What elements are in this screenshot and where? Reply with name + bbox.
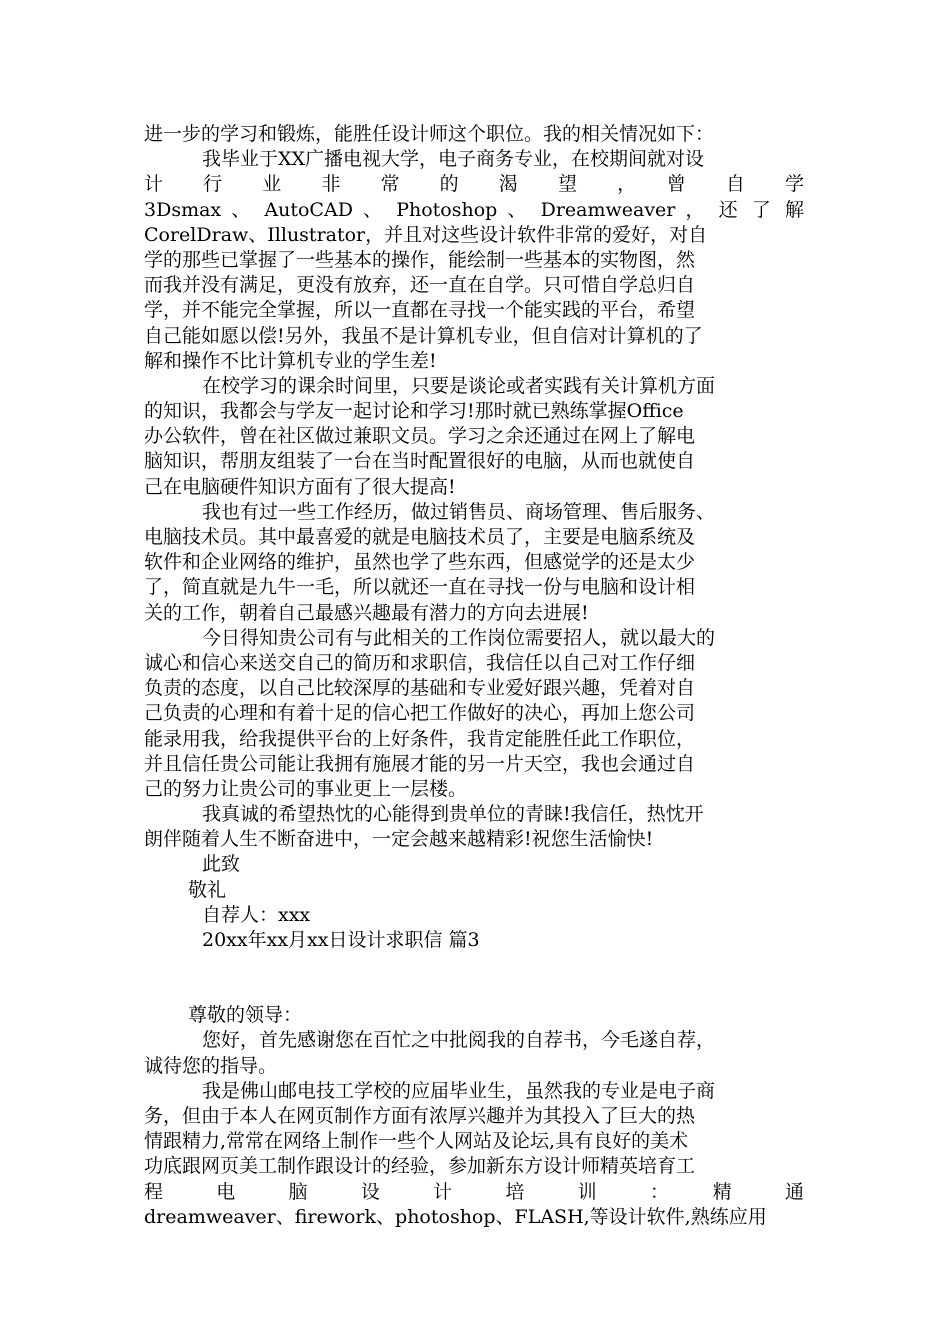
section-heading: 20xx年xx月xx日设计求职信 篇3 [202,929,480,951]
text-line: 诚待您的指导。 [144,1054,278,1077]
text-line: 办公软件，曾在社区做过兼职文员。学习之余还通过在网上了解电 [144,425,696,448]
text-line: 情跟精力,常常在网络上制作一些个人网站及论坛,具有良好的美术 [144,1130,689,1153]
text-line: 并且信任贵公司能让我拥有施展才能的另一片天空，我也会通过自 [144,752,696,775]
text-line: 能录用我，给我提供平台的上好条件，我肯定能胜任此工作职位， [144,727,696,750]
text-line: 而我并没有满足，更没有放弃，还一直在自学。只可惜自学总归自 [144,274,696,297]
text-line: 进一步的学习和锻炼，能胜任设计师这个职位。我的相关情况如下： [144,123,715,145]
text-line: 学，并不能完全掌握，所以一直都在寻找一个能实践的平台，希望 [144,299,696,322]
text-line: CorelDraw、Illustrator，并且对这些设计软件非常的爱好，对自 [144,223,708,246]
text-line: 朗伴随着人生不断奋进中，一定会越来越精彩!祝您生活愉快! [144,828,654,851]
section-gap [144,953,804,1003]
text-line: 3Dsmax 、 AutoCAD 、 Photoshop 、 Dreamweaver ， 还 了 解 [144,198,804,221]
text-line: 我也有过一些工作经历，做过销售员、商场管理、售后服务、 [202,500,716,523]
text-line: 己负责的心理和有着十足的信心把工作做好的决心，再加上您公司 [144,702,696,725]
letter-body [144,122,804,1230]
text-line: dreamweaver、firework、photoshop、FLASH,等设计软件,熟练应用 [144,1205,767,1228]
text-line: 负责的态度，以自己比较深厚的基础和专业爱好跟兴趣，凭着对自 [144,677,696,700]
text-line: 程 电 脑 设 计 培 训 ： 精 通 [144,1180,804,1203]
text-line: 今日得知贵公司有与此相关的工作岗位需要招人，就以最大的 [202,626,716,649]
closing-line: 此致 [202,853,241,876]
text-line: 功底跟网页美工制作跟设计的经验，参加新东方设计师精英培育工 [144,1155,696,1178]
text-line: 软件和企业网络的维护，虽然也学了些东西，但感觉学的还是太少 [144,551,696,574]
text-line: 了，简直就是九牛一毛，所以就还一直在寻找一份与电脑和设计相 [144,576,696,599]
text-line: 自己能如愿以偿!另外，我虽不是计算机专业，但自信对计算机的了 [144,324,703,347]
text-line: 解和操作不比计算机专业的学生差! [144,349,437,372]
text-line: 学的那些已掌握了一些基本的操作，能绘制一些基本的实物图，然 [144,248,696,271]
text-line: 己的努力让贵公司的事业更上一层楼。 [144,777,468,800]
text-line: 我毕业于XX广播电视大学，电子商务专业，在校期间就对设 [202,148,705,171]
text-line: 诚心和信心来送交自己的简历和求职信，我信任以自己对工作仔细 [144,651,696,674]
salutation: 尊敬的领导： [188,1004,303,1027]
text-line: 脑知识，帮朋友组装了一台在当时配置很好的电脑，从而也就使自 [144,450,696,473]
closing-regards: 敬礼 [188,878,227,901]
text-line: 在校学习的课余时间里，只要是谈论或者实践有关计算机方面 [202,374,716,397]
text-line: 务，但由于本人在网页制作方面有浓厚兴趣并为其投入了巨大的热 [144,1104,696,1127]
signature: 自荐人：xxx [202,903,311,926]
text-line: 电脑技术员。其中最喜爱的就是电脑技术员了，主要是电脑系统及 [144,526,696,548]
text-line: 计 行 业 非 常 的 渴 望 ， 曾 自 学 [144,173,804,196]
text-line: 关的工作，朝着自己最感兴趣最有潜力的方向去进展! [144,601,589,624]
text-line: 您好，首先感谢您在百忙之中批阅我的自荐书，今毛遂自荐， [202,1029,716,1052]
text-line: 我真诚的希望热忱的心能得到贵单位的青睐!我信任，热忱开 [202,803,704,826]
text-line: 的知识，我都会与学友一起讨论和学习!那时就已熟练掌握Office [144,400,684,423]
text-line: 己在电脑硬件知识方面有了很大提高! [144,475,456,498]
text-line: 我是佛山邮电技工学校的应届毕业生，虽然我的专业是电子商 [202,1079,716,1102]
